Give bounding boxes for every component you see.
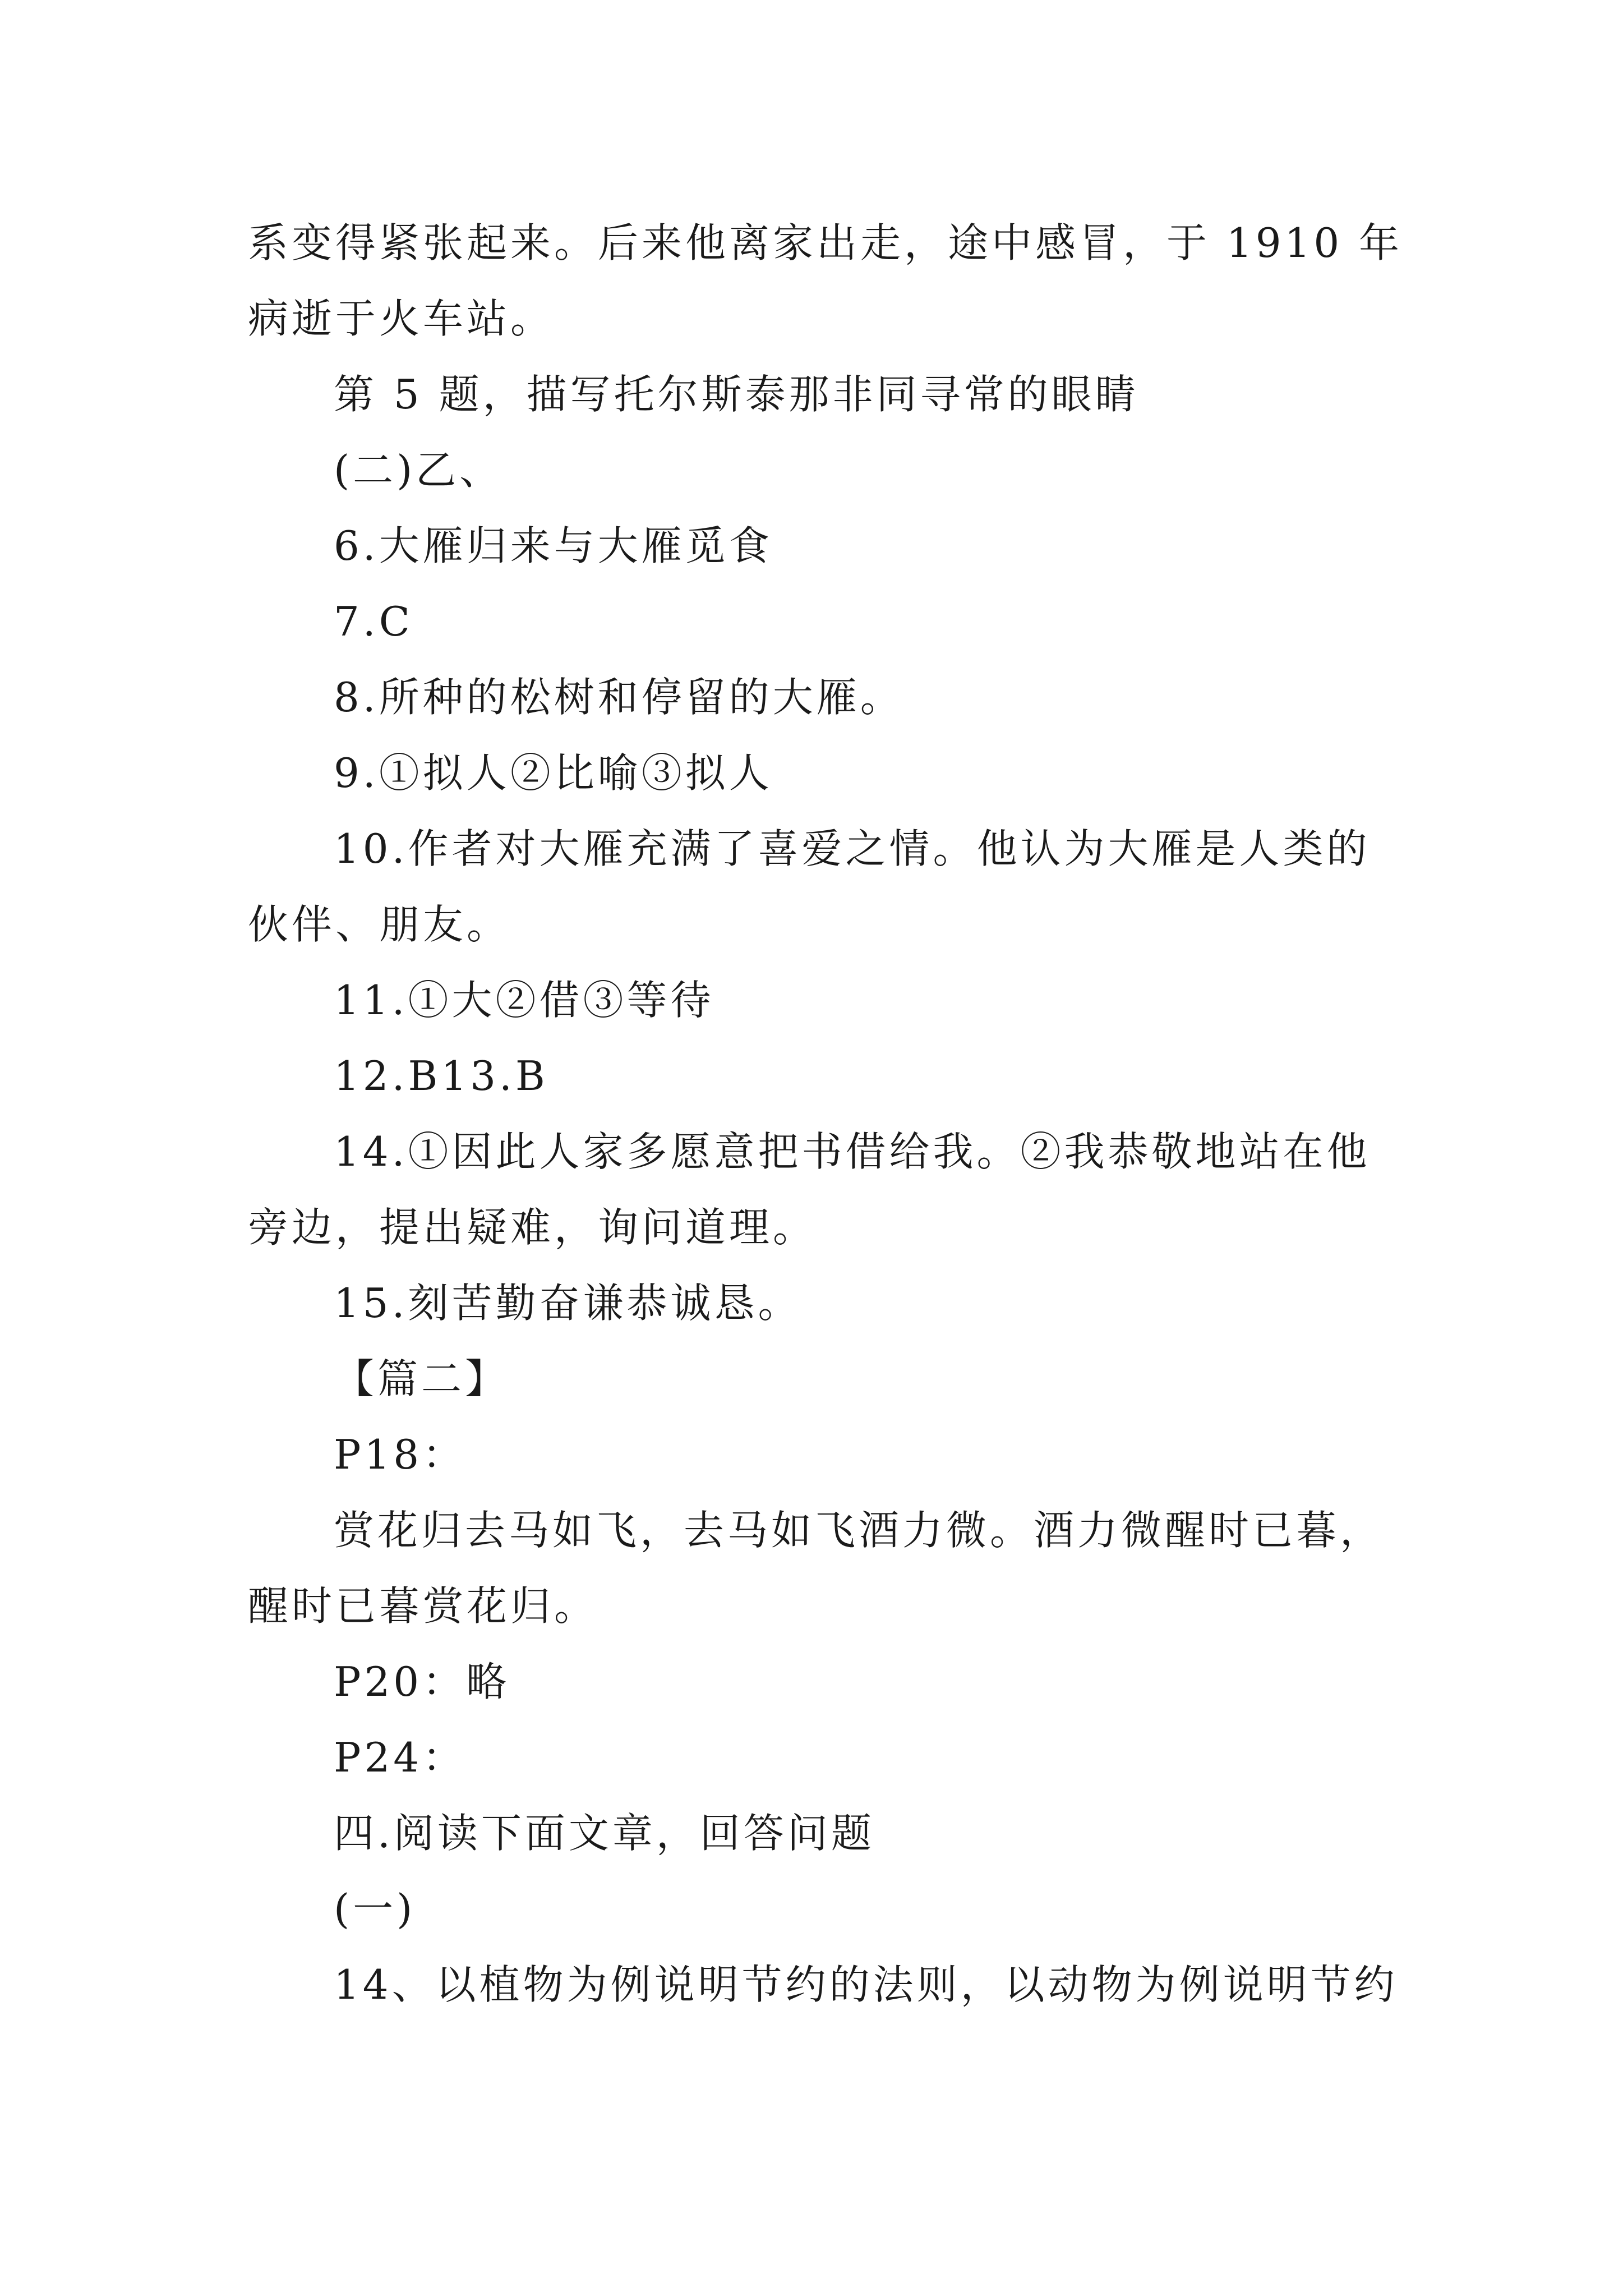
text-line: P24： bbox=[334, 1734, 467, 1781]
text-line: 第 5 题，描写托尔斯泰那非同寻常的眼睛 bbox=[334, 371, 1139, 418]
text-line: 旁边，提出疑难，询问道理。 bbox=[248, 1204, 817, 1251]
text-line: P18： bbox=[334, 1431, 467, 1478]
text-line: 10.作者对大雁充满了喜爱之情。他认为大雁是人类的 bbox=[334, 825, 1371, 872]
text-line: P20：略 bbox=[334, 1658, 510, 1705]
text-line: 伙伴、朋友。 bbox=[248, 901, 511, 948]
text-line: 病逝于火车站。 bbox=[248, 295, 555, 342]
text-line: 醒时已暮赏花归。 bbox=[248, 1582, 598, 1630]
text-line: 四.阅读下面文章，回答问题 bbox=[334, 1810, 875, 1857]
text-line: 9.①拟人②比喻③拟人 bbox=[334, 749, 773, 797]
text-line: 7.C bbox=[334, 598, 413, 645]
text-line: 赏花归去马如飞，去马如飞酒力微。酒力微醒时已暮， bbox=[334, 1507, 1384, 1554]
text-line: 系变得紧张起来。后来他离家出走，途中感冒，于 1910 年 bbox=[248, 219, 1403, 266]
text-line: 11.①大②借③等待 bbox=[334, 977, 714, 1024]
text-line: 6.大雁归来与大雁觅食 bbox=[334, 522, 773, 569]
text-line: 15.刻苦勤奋谦恭诚恳。 bbox=[334, 1280, 802, 1327]
text-line: (二)乙、 bbox=[334, 447, 504, 494]
text-line: 8.所种的松树和停留的大雁。 bbox=[334, 674, 904, 721]
text-line: 12.B13.B bbox=[334, 1052, 548, 1099]
text-line: 14.①因此人家多愿意把书借给我。②我恭敬地站在他 bbox=[334, 1128, 1371, 1175]
section-heading: 【篇二】 bbox=[334, 1355, 509, 1402]
text-line: (一) bbox=[334, 1885, 416, 1932]
text-line: 14、以植物为例说明节约的法则，以动物为例说明节约 bbox=[334, 1961, 1398, 2008]
